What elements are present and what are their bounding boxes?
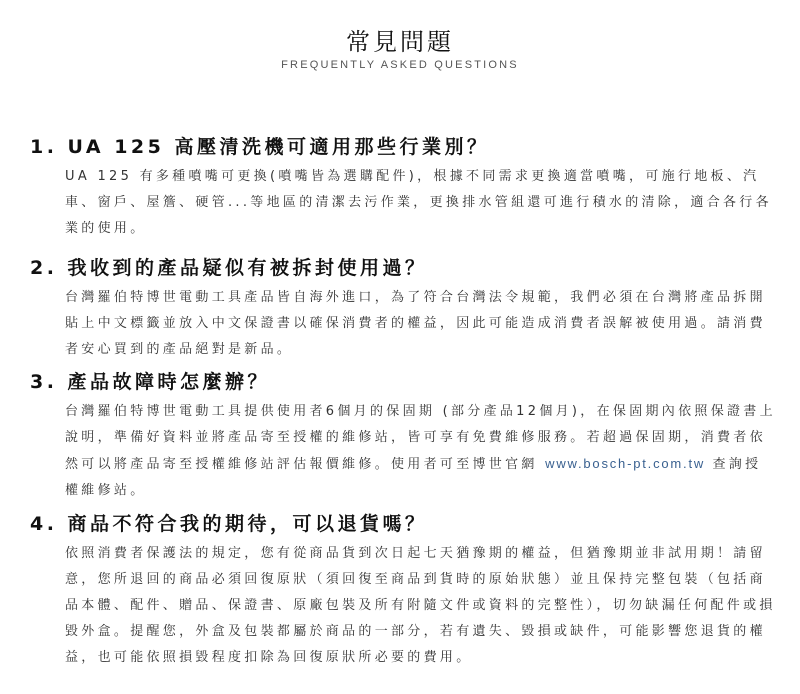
faq-answer: 台灣羅伯特博世電動工具產品皆自海外進口，為了符合台灣法令規範，我們必須在台灣將產品拆開貼上中文標籤並放入中文保證書以確保消費者的權益，因此可能造成消費者誤解被使用過。請消費者安心買到的產品絕對是新品。 bbox=[65, 290, 766, 357]
faq-item bbox=[30, 511, 780, 671]
faq-item bbox=[30, 369, 780, 504]
faq-question: 4. 商品不符合我的期待，可以退貨嗎？ bbox=[30, 513, 428, 535]
page-title: 常見問題 bbox=[346, 28, 454, 56]
page-subtitle: FREQUENTLY ASKED QUESTIONS bbox=[281, 59, 519, 71]
faq-question: 1. UA 125 高壓清洗機可適用那些行業別？ bbox=[30, 136, 490, 158]
faq-answer: UA 125 有多種噴嘴可更換(噴嘴皆為選購配件)，根據不同需求更換適當噴嘴，可施行地板、汽車、窗戶、屋簷、硬管...等地區的清潔去污作業，更換排水管組還可進行積水的清除，適合各行各業的使用。 bbox=[65, 169, 772, 236]
faq-answer: 依照消費者保護法的規定，您有從商品貨到次日起七天猶豫期的權益，但猶豫期並非試用期！請留意，您所退回的商品必須回復原狀（須回復至商品到貨時的原始狀態）並且保持完整包裝（包括商品本體、配件、贈品、保證書、原廠包裝及所有附隨文件或資料的完整性），切勿缺漏任何配件或損毀外盒。提醒您，外盒及包裝都屬於商品的一部分，若有遺失、毀損或缺件，可能影響您退貨的權益，也可能依照損毀程度扣除為回復原狀所必要的費用。 bbox=[65, 546, 776, 665]
faq-answer-text: 台灣羅伯特博世電動工具提供使用者6個月的保固期 (部分產品12個月)，在保固期內依照保證書上說明，準備好資料並將產品寄至授權的維修站，皆可享有免費維修服務。若超過保固期，消費者依然可以將產品寄至授權維修站評估報價維修。使用者可至博世官網 bbox=[65, 404, 776, 472]
faq-answer-text: 查詢授權維修站。 bbox=[65, 457, 762, 498]
bosch-website-link[interactable]: www.bosch-pt.com.tw bbox=[545, 456, 706, 471]
faq-question: 2. 我收到的產品疑似有被拆封使用過？ bbox=[30, 257, 428, 279]
faq-item bbox=[30, 255, 780, 363]
faq-item bbox=[30, 134, 780, 242]
faq-answer bbox=[65, 399, 777, 504]
faq-question: 3. 產品故障時怎麼辦？ bbox=[30, 371, 271, 393]
